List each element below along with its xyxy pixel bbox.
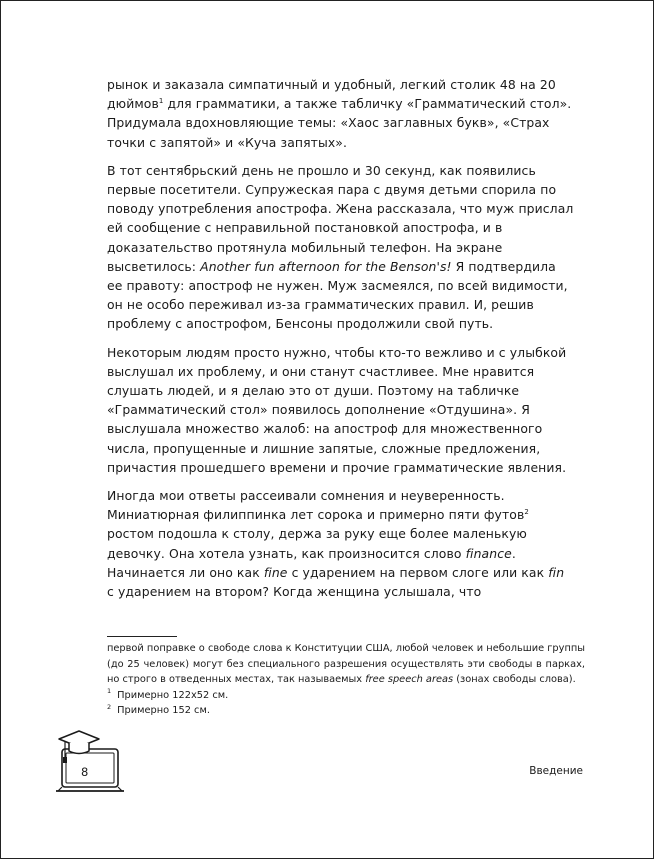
paragraph-3: Некоторым людям просто нужно, чтобы кто-то вежливо и с улыбкой выслушал их проблему, и они станут счастливее. Мне нравится слушать людей, и я делаю это от души. Поэтому на табличке «Грамматический стол» появилось дополнение «Отдушина». Я выслушала множество жалоб: на апостроф для множественного числа, пропущенные и лишние запятые, сложные предложения, причастия прошедшего времени и прочие грамматические явления. [107,344,567,475]
paragraph-2-text: В тот сентябрьский день не прошло и 30 секунд, как появились первые посетители. Супружеская пара с двумя детьми спорила по поводу употребления апострофа. Жена рассказала, что муж прислал ей сообщение с неправильной постановкой апострофа, и в доказательство протянула мобильный телефон. На экране высветилось: [107,162,574,274]
footnote-1 [107,688,585,704]
footnote-continuation-text: первой поправке о свободе слова к Конституции США, любой человек и небольшие группы (до 25 человек) могут без специального разрешения осуществлять эти свободы в парках, но строго в отведенных местах, так называемых [107,643,585,685]
footnote-italic-term: free speech areas [365,674,454,685]
footnote-1-number: 1 [107,687,112,696]
paragraph-4-text-e: с ударением на втором? Когда женщина услышала, что [107,584,482,600]
word-finance: finance [465,545,512,561]
footnote-1-text: Примерно 122х52 см. [117,689,229,701]
paragraph-4-text-b: ростом подошла к столу, держа за руку еще более маленькую девочку. Она хотела узнать, как произносится слово [107,526,527,561]
word-fin: fin [548,564,565,580]
footnotes [107,641,585,719]
main-text [107,75,575,610]
graduation-cap-laptop-icon [55,729,125,799]
footnote-ref-2: 2 [524,508,529,517]
footnote-2 [107,703,585,719]
footnote-2-text: Примерно 152 см. [117,705,210,716]
section-title: Введение [529,765,583,777]
footnote-continuation-end: (зонах свободы слова). [453,674,576,685]
paragraph-4-text-d: с ударением на первом слоге или как [287,564,549,580]
paragraph-4-text-c: . Начинается ли оно как [107,545,516,580]
page-number: 8 [81,765,89,779]
paragraph-4 [107,486,575,601]
footnote-divider [107,636,177,637]
paragraph-1-text-cont: для грамматики, а также табличку «Грамматический стол». Придумала вдохновляющие темы: «Хаос заглавных букв», «Страх точки с запятой» и «Куча запятых». [107,96,572,150]
word-fine: fine [263,564,288,580]
paragraph-1 [107,75,575,152]
footnote-continuation [107,641,585,688]
paragraph-2-text-cont: Я подтвердила ее правоту: апостроф не нужен. Муж засмеялся, по всей видимости, он не особо переживал из-за грамматических правил. И, решив проблему с апострофом, Бенсоны продолжили свой путь. [107,258,568,332]
paragraph-1-text: рынок и заказала симпатичный и удобный, легкий столик 48 на 20 дюймов [107,77,556,112]
footnote-ref-1: 1 [158,97,164,106]
quoted-message: Another fun afternoon for the Benson's! [200,258,452,274]
paragraph-2 [107,161,575,334]
footnote-2-number: 2 [107,702,112,711]
paragraph-4-text: Иногда мои ответы рассеивали сомнения и неуверенность. Миниатюрная филиппинка лет сорока и примерно пяти футов [107,488,525,523]
